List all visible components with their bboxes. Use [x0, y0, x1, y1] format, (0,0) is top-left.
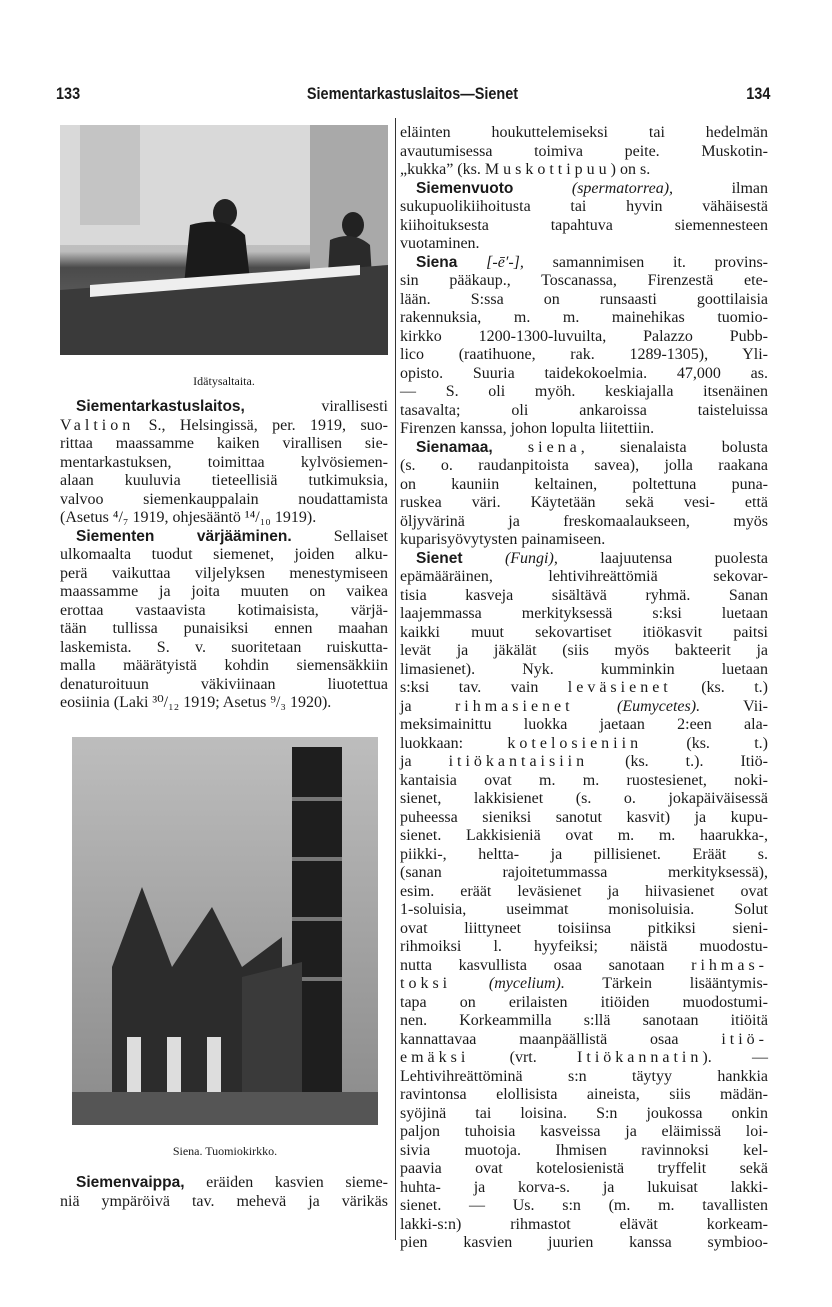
text-segment: kantaisia ovat m. m. ruostesienet, noki- — [400, 771, 768, 789]
text-segment: ja — [400, 753, 449, 770]
text-segment: meksimainittu luokka jaetaan 2:een ala- — [400, 716, 768, 733]
entry-headword: Siena — [416, 253, 458, 271]
text-line — [400, 661, 768, 680]
text-segment: paljon tuhoisia kasveissa ja eläimissä loi- — [400, 1123, 768, 1140]
spaced-term: toksi — [400, 975, 452, 992]
text-line — [400, 957, 768, 976]
text-segment: — S. oli myöh. keskiajalla itsenäinen — [400, 383, 768, 400]
text-segment: avautumisessa toimiva peite. Muskotin- — [400, 142, 768, 160]
text-line — [400, 309, 768, 328]
text-line — [400, 272, 768, 291]
text-segment: sienet. — Us. s:n (m. m. tavallisten — [400, 1197, 768, 1214]
text-line — [400, 809, 768, 828]
text-segment: on kauniin keltainen, poltettuna puna- — [400, 475, 768, 493]
text-line — [400, 1012, 768, 1031]
text-line — [60, 676, 388, 695]
text-line — [60, 602, 388, 621]
text-segment: (ks. t.) — [642, 734, 769, 752]
text-line — [60, 417, 388, 436]
text-line — [400, 198, 768, 217]
column-divider — [395, 118, 396, 1240]
text-segment: niä ympäröivä tav. mehevä ja värikäs — [60, 1192, 388, 1210]
text-line — [400, 883, 768, 902]
right-column-text — [400, 124, 768, 1253]
photo-siena-cathedral — [72, 737, 378, 1125]
text-line — [400, 605, 768, 624]
text-line — [400, 531, 768, 550]
text-segment: opisto. Suuria taidekokoelmia. 47,000 as. — [400, 364, 768, 382]
text-line — [400, 1049, 768, 1068]
text-line — [400, 790, 768, 809]
text-segment: kaikki muut sekovartiset itiökasvit paitsi — [400, 623, 768, 641]
text-line — [400, 1123, 768, 1142]
text-line — [400, 365, 768, 384]
photo-siena-cathedral-image — [72, 737, 378, 1125]
text-segment: paavia ovat kotelosienistä tryffelit sekä — [400, 1160, 768, 1177]
text-line — [400, 735, 768, 754]
text-line — [400, 1216, 768, 1235]
running-title: Siementarkastuslaitos—Sienet — [306, 84, 519, 103]
text-segment: (sanan rajoitetummassa merkityksessä), — [400, 864, 768, 881]
text-line — [400, 568, 768, 587]
spaced-term: Itiökannatin — [577, 1049, 703, 1066]
text-line — [400, 864, 768, 883]
text-segment: lään. S:ssa on runsaasti goottilaisia — [400, 290, 768, 308]
text-line — [60, 1193, 388, 1212]
photo-germination-trays — [60, 125, 388, 355]
text-line — [60, 565, 388, 584]
text-line — [400, 1068, 768, 1087]
text-segment: lakki-s:n) rihmastot elävät korkeam- — [400, 1215, 768, 1233]
text-line — [400, 920, 768, 939]
spaced-term: itiö- — [721, 1030, 768, 1048]
text-segment: ulkomaalta tuodut siemenet, joiden alku- — [60, 546, 388, 563]
text-line — [400, 1179, 768, 1198]
text-line — [400, 716, 768, 735]
italic-term: [-ē′-], — [486, 253, 524, 271]
text-segment: perä vaikuttaa viljelyksen menestymiseen — [60, 564, 388, 582]
text-line — [400, 328, 768, 347]
text-segment: samannimisen it. provins- — [523, 253, 768, 271]
text-line — [400, 124, 768, 143]
text-segment: tisia kasveja sisältävä ryhmä. Sanan — [400, 586, 768, 604]
text-segment: eläinten houkuttelemiseksi tai hedelmän — [400, 124, 768, 141]
text-segment: 1-soluisia, useimmat monisoluisia. Solut — [400, 901, 768, 918]
text-segment: Lehtivihreättöminä s:n täytyy hankkia — [400, 1067, 768, 1085]
text-line — [400, 420, 768, 439]
text-segment — [513, 180, 572, 197]
text-segment — [457, 254, 486, 271]
text-line — [60, 694, 388, 713]
text-line — [400, 827, 768, 846]
text-segment: kannattavaa maanpäällistä osaa — [400, 1030, 722, 1048]
text-line — [400, 1160, 768, 1179]
text-line — [400, 994, 768, 1013]
entry-headword: Siementen värjääminen. — [76, 527, 292, 545]
text-segment: luokkaan: — [400, 734, 508, 752]
text-line — [400, 235, 768, 254]
text-line — [400, 772, 768, 791]
text-segment: rittaa maassamme kaiken virallisen sie- — [60, 435, 388, 452]
entry-headword: Siementarkastuslaitos, — [76, 398, 245, 415]
text-segment: (ks. t.) — [671, 679, 768, 696]
text-segment: tasavalta; oli ankaroissa taisteluissa — [400, 401, 768, 419]
text-segment: Tärkein lisääntymis- — [564, 975, 769, 992]
text-segment: kirkko 1200-1300-luvuilta, Palazzo Pubb- — [400, 327, 768, 345]
text-segment: alaan kuuluvia tieteellisiä tutkimuksia, — [60, 472, 388, 489]
text-segment: laajuutensa puolesta — [557, 549, 768, 567]
text-line — [60, 454, 388, 473]
text-line — [400, 1197, 768, 1216]
text-segment: (ks. t.). Itiö- — [588, 753, 769, 770]
text-segment: (s. o. raudanpitoista savea), jolla raakana — [400, 457, 768, 474]
text-segment: levät ja jäkälät (siis myös bakteerit ja — [400, 642, 768, 659]
text-segment: vuotaminen. — [400, 235, 480, 252]
text-line — [400, 494, 768, 513]
text-segment: eräiden kasvien sieme- — [184, 1174, 388, 1191]
text-segment: tään tullissa punaisiksi ennen maahan — [60, 620, 388, 637]
page-number-right: 134 — [745, 84, 770, 103]
text-segment: ) on s. — [610, 161, 651, 178]
text-segment: Sellaiset — [291, 527, 388, 545]
text-segment: mentarkastuksen, toimittaa kylvösiemen- — [60, 453, 388, 471]
text-segment: Vii- — [700, 697, 768, 715]
text-segment: „kukka” (ks. — [400, 161, 485, 178]
text-line — [400, 1234, 768, 1253]
text-segment: ovat liittyneet toisiinsa pitkiksi sieni- — [400, 919, 768, 937]
text-line — [60, 1174, 388, 1193]
text-segment: rakennuksia, m. m. mainehikas tuomio- — [400, 309, 768, 326]
italic-term: (Eumycetes). — [617, 697, 701, 715]
text-segment: maassamme ja joita muuten on vaikea — [60, 583, 388, 600]
text-segment: , sienalaista bolusta — [580, 438, 769, 456]
text-segment: malla määrätyistä kohdin siemensäkkiin — [60, 657, 388, 674]
text-line — [60, 528, 388, 547]
text-segment: denaturoituun väkiviinaan liuotettua — [60, 675, 388, 693]
spaced-term: rihmas- — [691, 956, 768, 974]
text-segment: (vrt. — [469, 1049, 578, 1066]
text-segment: piikki-, heltta- ja pillisienet. Eräät s. — [400, 845, 768, 863]
text-line — [400, 254, 768, 273]
text-segment — [493, 439, 528, 456]
text-segment: nen. Korkeammilla s:llä sanotaan itiöitä — [400, 1012, 768, 1029]
entry-headword: Siemenvuoto — [416, 179, 514, 197]
text-line — [400, 698, 768, 717]
text-segment: öljyvärinä ja freskomaalaukseen, myös — [400, 512, 768, 530]
text-line — [400, 1086, 768, 1105]
text-line — [400, 383, 768, 402]
text-segment: eosiinia (Laki ³⁰/₁₂ 1919; Asetus ⁹/₃ 1920). — [60, 694, 332, 711]
text-segment: s:ksi tav. vain — [400, 679, 568, 696]
entry-headword: Sienet — [416, 549, 463, 567]
spaced-term: itiökantaisiin — [448, 753, 589, 770]
text-segment: esim. eräät leväsienet ja hiivasienet ovat — [400, 882, 768, 900]
text-segment — [451, 975, 489, 992]
text-line — [60, 657, 388, 676]
text-line — [400, 753, 768, 772]
text-line — [400, 938, 768, 957]
text-segment — [463, 550, 505, 567]
text-line — [400, 642, 768, 661]
text-segment: syöjinä tai loisina. S:n joukossa onkin — [400, 1104, 768, 1122]
figure-caption-2: Siena. Tuomiokirkko. — [172, 1144, 278, 1158]
text-segment: nutta kasvullista osaa sanotaan — [400, 956, 692, 974]
text-segment: puheessa sieniksi sanotut kasvit) ja kupu- — [400, 808, 768, 826]
italic-term: (spermatorrea), — [571, 179, 674, 197]
spaced-term: leväsienet — [567, 679, 672, 696]
text-line — [400, 161, 768, 180]
text-line — [60, 620, 388, 639]
text-line — [400, 180, 768, 199]
text-line — [60, 583, 388, 602]
text-segment: ). — — [702, 1049, 768, 1066]
text-segment: sukupuolikiihoitusta tai hyvin vähäisestä — [400, 198, 768, 215]
spaced-term: Muskottipuu — [484, 161, 611, 178]
text-segment: epämääräinen, lehtivihreättömiä sekovar- — [400, 568, 768, 585]
spaced-term: Valtion — [60, 416, 135, 434]
text-segment: erottaa vastaavista kotimaisista, värjä- — [60, 601, 388, 619]
text-line — [60, 472, 388, 491]
text-line — [400, 402, 768, 421]
text-line — [400, 587, 768, 606]
text-line — [400, 346, 768, 365]
text-line — [60, 398, 388, 417]
spaced-term: siena — [527, 438, 581, 456]
text-segment: sienet, lakkisienet (s. o. jokapäiväisessä — [400, 790, 768, 807]
text-line — [60, 491, 388, 510]
text-segment: sin pääkaup., Toscanassa, Firenzestä ete- — [400, 272, 768, 289]
text-segment: ilman — [673, 179, 768, 197]
text-line — [400, 439, 768, 458]
text-segment: limasienet). Nyk. kumminkin luetaan — [400, 660, 768, 678]
text-line — [60, 546, 388, 565]
photo-germination-trays-image — [60, 125, 388, 355]
text-segment: tapa on erilaisten itiöiden muodostumi- — [400, 993, 768, 1011]
text-segment: sivia muotoja. Ihmisen ravinnoksi kel- — [400, 1141, 768, 1159]
text-line — [400, 457, 768, 476]
text-segment: ruskea väri. Käytetään sekä vesi- että — [400, 494, 768, 511]
spaced-term: emäksi — [400, 1049, 470, 1066]
text-line — [60, 435, 388, 454]
left-bottom-text — [60, 1174, 388, 1211]
text-line — [60, 509, 388, 528]
text-line — [400, 291, 768, 310]
text-line — [400, 513, 768, 532]
text-segment: lico (raatihuone, rak. 1289-1305), Yli- — [400, 346, 768, 363]
text-segment: virallisesti — [244, 398, 388, 415]
text-line — [400, 624, 768, 643]
page-number-left: 133 — [56, 84, 81, 103]
text-line — [60, 639, 388, 658]
text-segment: laajemmassa merkityksessä s:ksi luetaan — [400, 605, 768, 622]
text-segment: pien kasvien juurien kanssa symbioo- — [400, 1234, 768, 1251]
text-line — [400, 476, 768, 495]
text-segment: valvoo siemenkauppalain noudattamista — [60, 490, 388, 508]
text-line — [400, 975, 768, 994]
text-line — [400, 846, 768, 865]
text-segment: ravintonsa elollisista aineista, siis mädän- — [400, 1086, 768, 1103]
text-segment: laskemista. S. v. suoritetaan ruiskutta- — [60, 638, 388, 656]
spaced-term: kotelosieniin — [507, 734, 643, 752]
italic-term: (Fungi), — [504, 549, 558, 567]
text-segment: Firenzen kanssa, johon lopulta liitettiin. — [400, 420, 655, 437]
text-segment: ja — [400, 697, 455, 715]
spaced-term: rihmasienet — [454, 697, 574, 715]
entry-headword: Sienamaa, — [416, 438, 493, 456]
italic-term: (mycelium). — [488, 975, 565, 992]
text-line — [400, 901, 768, 920]
figure-caption-1: Idätysaltaita. — [193, 374, 255, 388]
text-segment: huhta- ja korva-s. ja lukuisat lakki- — [400, 1178, 768, 1196]
text-segment: kiihoituksesta tapahtuva siemennesteen — [400, 216, 768, 234]
text-segment: (Asetus ⁴/₇ 1919, ohjesääntö ¹⁴/₁₀ 1919). — [60, 509, 317, 526]
text-segment: sienet. Lakkisieniä ovat m. m. haarukka-, — [400, 827, 768, 844]
text-line — [400, 1142, 768, 1161]
text-line — [400, 1105, 768, 1124]
text-line — [400, 217, 768, 236]
text-segment — [574, 698, 617, 715]
left-column-text — [60, 398, 388, 713]
entry-headword: Siemenvaippa, — [76, 1174, 185, 1191]
text-line — [400, 550, 768, 569]
text-line — [400, 679, 768, 698]
text-segment: S., Helsingissä, per. 1919, suo- — [134, 416, 388, 434]
text-segment: kuparisyövytysten painamiseen. — [400, 531, 606, 548]
text-segment: rihmoiksi l. hyyfeiksi; näistä muodostu- — [400, 938, 768, 955]
text-line — [400, 1031, 768, 1050]
text-line — [400, 143, 768, 162]
